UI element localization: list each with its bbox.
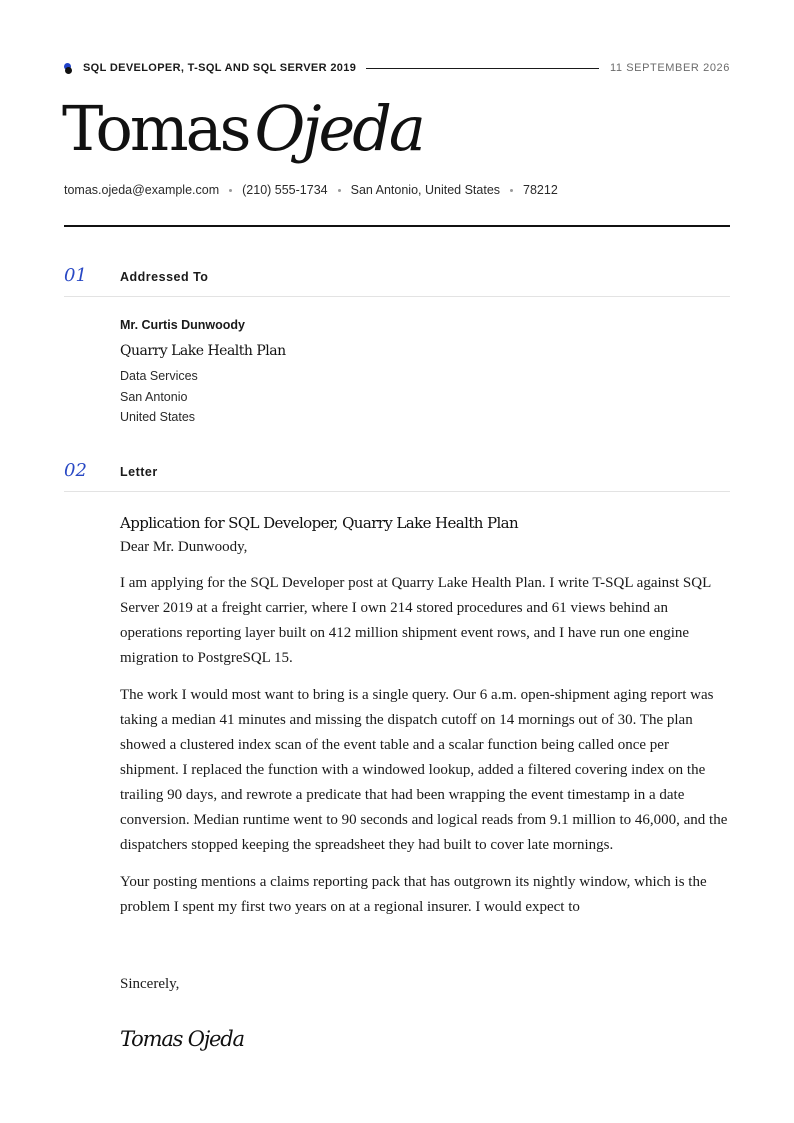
recipient-block — [120, 317, 720, 428]
applicant-name — [62, 92, 423, 166]
letter-paragraph: I am applying for the SQL Developer post at Quarry Lake Health Plan. I write T-SQL against SQL Server 2019 at a freight carrier, where I own 214 stored procedures and 61 views behind an operations reporting layer built on 412 million shipment event rows, and I have run one engine migration to PostgreSQL 15. — [120, 575, 711, 666]
letter-subject: Application for SQL Developer, Quarry Lake Health Plan — [120, 514, 519, 532]
header-rule — [64, 225, 730, 227]
contact-email[interactable]: tomas.ojeda@example.com — [64, 183, 220, 197]
section-number-addressed: 01 — [64, 265, 87, 286]
recipient-organization: Quarry Lake Health Plan — [120, 343, 286, 359]
section-title-addressed: Addressed To — [120, 270, 209, 284]
header-divider — [366, 68, 599, 69]
recipient-name: Mr. Curtis Dunwoody — [120, 318, 245, 332]
section-title-letter: Letter — [120, 465, 158, 479]
job-role: SQL DEVELOPER, T-SQL AND SQL SERVER 2019 — [83, 62, 357, 74]
section-rule — [64, 491, 730, 492]
recipient-city: San Antonio — [120, 389, 188, 404]
separator-dot — [510, 189, 513, 192]
letter-paragraph: The work I would most want to bring is a single query. Our 6 a.m. open-shipment aging report was taking a median 41 minutes and missing the dispatch cutoff on 14 mornings out of 30. The plan showed a clustered index scan of the event table and a scalar function being called once per shipment. I replaced the function with a windowed lookup, added a filtered covering index on the trailing 90 days, and rewrote a predicate that had been wrapping the event timestamp in a date conversion. Median runtime went to 90 seconds and logical reads from 9.1 million to 46,000, and the dispatchers stopped keeping the spreadsheet they had built to cover late mornings. — [120, 687, 728, 853]
contact-info — [64, 183, 558, 197]
separator-dot — [229, 189, 232, 192]
brand-dots-icon — [64, 62, 74, 74]
section-number-letter: 02 — [64, 460, 87, 481]
contact-postcode: 78212 — [523, 183, 558, 197]
separator-dot — [338, 189, 341, 192]
letter-body — [120, 512, 730, 920]
letter-date: 11 SEPTEMBER 2026 — [609, 62, 730, 74]
contact-location: San Antonio, United States — [350, 183, 501, 197]
letter-salutation: Dear Mr. Dunwoody, — [120, 539, 248, 555]
contact-phone[interactable]: (210) 555-1734 — [242, 183, 328, 197]
recipient-country: United States — [120, 410, 196, 424]
first-name: Tomas — [62, 92, 249, 165]
section-rule — [64, 296, 730, 297]
letter-paragraph: Your posting mentions a claims reporting pack that has outgrown its nightly window, which is the problem I spent my first two years on at a regional insurer. I would expect to — [120, 874, 707, 915]
recipient-department: Data Services — [120, 369, 198, 383]
signature: Tomas Ojeda — [120, 1027, 244, 1051]
letter-closing: Sincerely, — [120, 976, 180, 992]
last-name: Ojeda — [254, 92, 423, 165]
header-topline — [64, 60, 730, 76]
